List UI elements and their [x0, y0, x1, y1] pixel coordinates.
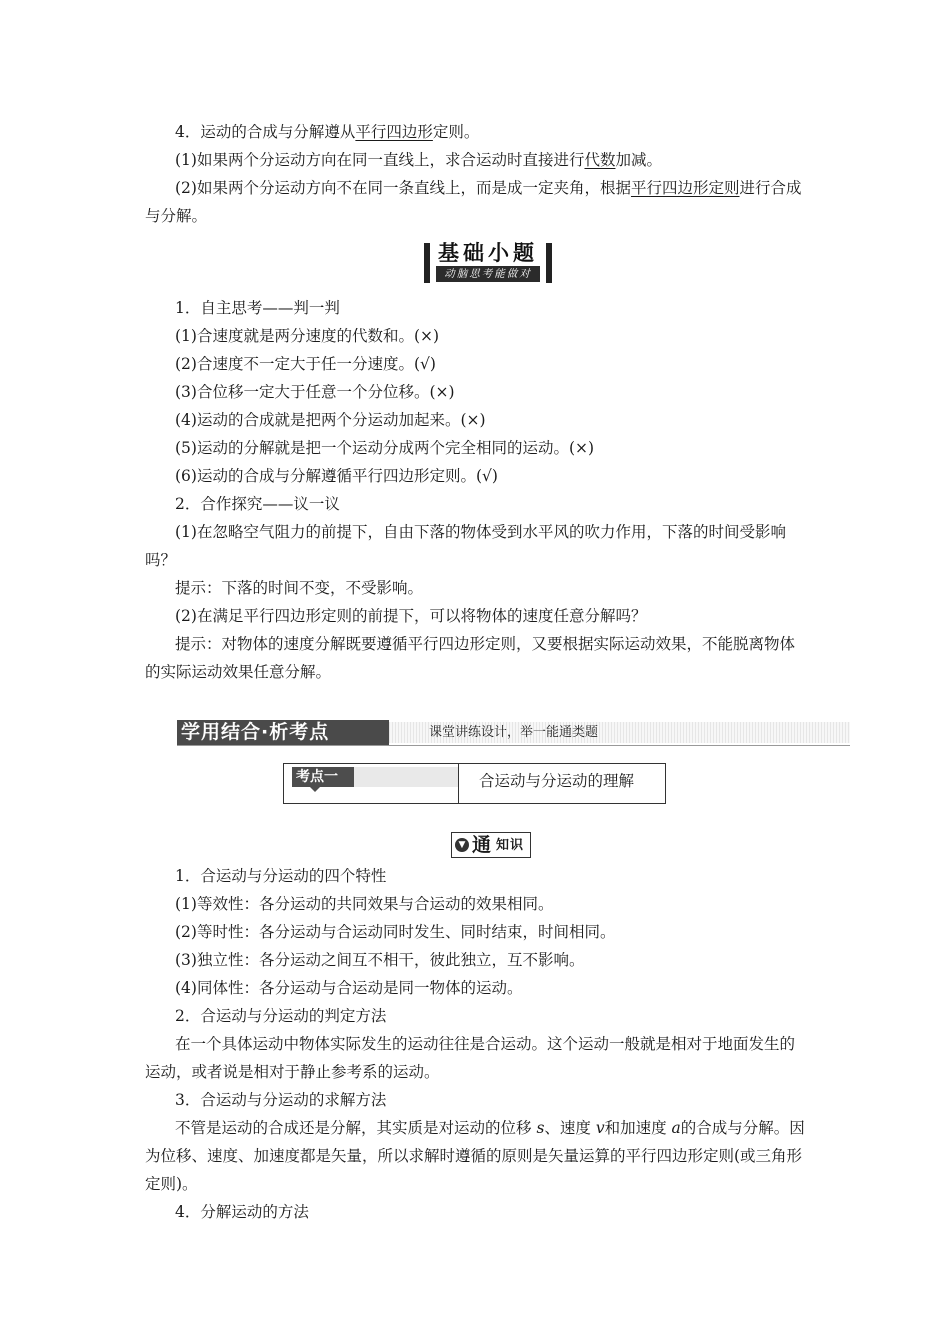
banner-rule	[177, 745, 850, 746]
question: (2)在满足平行四边形定则的前提下，可以将物体的速度任意分解吗？	[175, 607, 647, 625]
text: 4．运动的合成与分解遵从	[175, 123, 356, 141]
property-item: (4)同体性：各分运动与合运动是同一物体的运动。	[175, 979, 523, 997]
text: (2)如果两个分运动方向不在同一条直线上，而是成一定夹角，根据	[175, 179, 631, 197]
judge-item: (3)合位移一定大于任意一个分位移。(×)	[175, 383, 455, 401]
banner-subtitle: 课堂讲练设计，举一能通类题	[429, 725, 599, 740]
judge-item: (6)运动的合成与分解遵循平行四边形定则。(√)	[175, 467, 498, 485]
property-item: (3)独立性：各分运动之间互不相干，彼此独立，互不影响。	[175, 951, 585, 969]
text: 和加速度	[604, 1119, 672, 1137]
topic-title: 合运动与分运动的理解	[479, 772, 635, 790]
badge-title: 基础小题	[438, 241, 538, 265]
blank-answer: 平行四边形定则	[630, 179, 740, 197]
symbol-s: s	[536, 1119, 545, 1137]
property-item: (2)等时性：各分运动与合运动同时发生、同时结束，时间相同。	[175, 923, 616, 941]
knowledge-badge	[451, 832, 531, 858]
topic-tag-tail	[354, 767, 458, 787]
topic-tag: 考点一	[292, 767, 354, 787]
heading: 1．合运动与分运动的四个特性	[175, 867, 387, 885]
blank-answer: 平行四边形	[355, 123, 433, 141]
text: 、速度	[544, 1119, 596, 1137]
text: 定则。	[432, 123, 480, 141]
down-arrow-icon: ▼	[455, 838, 469, 852]
hint: 提示：对物体的速度分解既要遵循平行四边形定则，又要根据实际运动效果，不能脱离物体的实际运动效果任意分解。	[145, 635, 796, 681]
question: (1)在忽略空气阻力的前提下，自由下落的物体受到水平风的吹力作用，下落的时间受影响吗？	[145, 523, 786, 569]
symbol-v: v	[595, 1119, 605, 1137]
badge-big-char: 通	[472, 834, 492, 856]
text: (1)如果两个分运动方向在同一直线上，求合运动时直接进行	[175, 151, 585, 169]
heading: 2．合作探究——议一议	[175, 495, 340, 513]
blank-answer: 代数	[584, 151, 616, 169]
symbol-a: a	[671, 1119, 681, 1137]
paragraph	[145, 1114, 810, 1198]
heading: 1．自主思考——判一判	[175, 299, 340, 317]
property-item: (1)等效性：各分运动的共同效果与合运动的效果相同。	[175, 895, 554, 913]
badge-subtitle: 动脑思考能做对	[436, 266, 540, 282]
bracket-left	[424, 243, 430, 283]
banner-title: 学用结合·析考点	[177, 720, 389, 745]
basic-exercises-badge	[424, 240, 552, 286]
text: 不管是运动的合成还是分解，其实质是对运动的位移	[175, 1119, 537, 1137]
text: 加减。	[615, 151, 662, 169]
rule-line	[145, 146, 810, 174]
bracket-right	[546, 243, 552, 283]
topic-box	[283, 763, 666, 804]
heading: 2．合运动与分运动的判定方法	[175, 1007, 387, 1025]
paragraph: 在一个具体运动中物体实际发生的运动往往是合运动。这个运动一般就是相对于地面发生的运动，或者说是相对于静止参考系的运动。	[145, 1035, 796, 1081]
badge-small-text: 知识	[496, 838, 525, 853]
divider	[458, 764, 459, 803]
judge-item: (1)合速度就是两分速度的代数和。(×)	[175, 327, 440, 345]
text: 的合成与分解。因为位移、速度、加速度都是矢量，所以求解时遵循的原则是矢量运算的平行四边形定则(或三角形定则)。	[145, 1119, 805, 1193]
section-banner	[177, 718, 850, 746]
hint: 提示：下落的时间不变，不受影响。	[175, 579, 424, 597]
heading: 4．分解运动的方法	[175, 1203, 309, 1221]
rule-line	[145, 118, 810, 146]
text: 进行合成与分解。	[145, 179, 802, 225]
judge-item: (4)运动的合成就是把两个分运动加起来。(×)	[175, 411, 486, 429]
rule-line	[145, 174, 810, 230]
tag-pointer	[310, 787, 320, 792]
judge-item: (5)运动的分解就是把一个运动分成两个完全相同的运动。(×)	[175, 439, 595, 457]
heading: 3．合运动与分运动的求解方法	[175, 1091, 387, 1109]
judge-item: (2)合速度不一定大于任一分速度。(√)	[175, 355, 436, 373]
